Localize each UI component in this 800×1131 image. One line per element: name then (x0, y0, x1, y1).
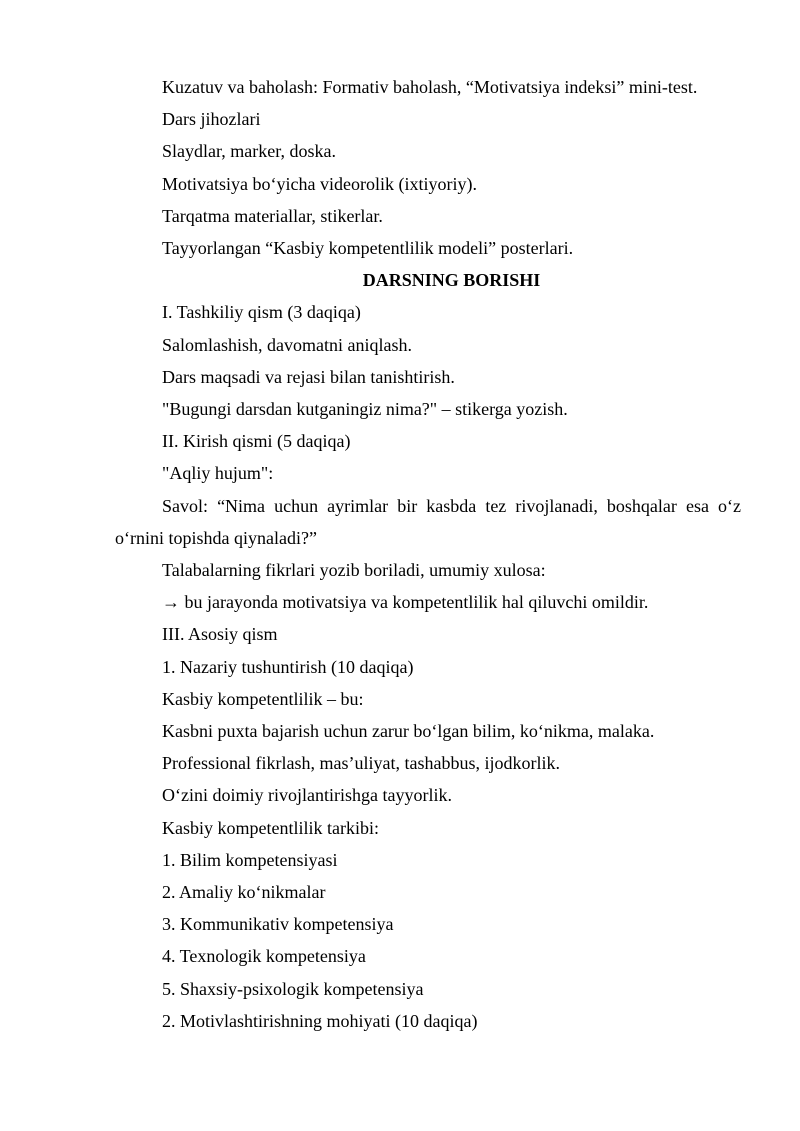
list-item: 5. Shaxsiy-psixologik kompetensiya (162, 978, 424, 999)
equipment-item: Motivatsiya bo‘yicha videorolik (ixtiyoriy). (162, 173, 477, 194)
paragraph: Talabalarning fikrlari yozib boriladi, umumiy xulosa: (162, 560, 546, 581)
paragraph: Salomlashish, davomatni aniqlash. (162, 334, 412, 355)
paragraph: Professional fikrlash, mas’uliyat, tashabbus, ijodkorlik. (162, 753, 560, 774)
paragraph: Kasbiy kompetentlilik – bu: (162, 688, 364, 709)
list-item: 1. Bilim kompetensiyasi (162, 849, 338, 870)
equipment-heading: Dars jihozlari (162, 109, 261, 130)
paragraph: "Aqliy hujum": (162, 463, 274, 484)
assessment-line: Kuzatuv va baholash: Formativ baholash, “Motivatsiya indeksi” mini-test. (162, 77, 698, 97)
list-item: 3. Kommunikativ kompetensiya (162, 914, 394, 935)
paragraph: Kasbiy kompetentlilik tarkibi: (162, 817, 379, 838)
paragraph: O‘zini doimiy rivojlantirishga tayyorlik. (162, 785, 452, 806)
equipment-item: Slaydlar, marker, doska. (162, 141, 337, 162)
list-item: 2. Amaliy ko‘nikmalar (162, 882, 326, 903)
equipment-item: Tayyorlangan “Kasbiy kompetentlilik modeli” posterlari. (162, 238, 574, 259)
list-item: 4. Texnologik kompetensiya (162, 946, 366, 967)
paragraph: "Bugungi darsdan kutganingiz nima?" – stikerga yozish. (162, 399, 568, 420)
document-body (115, 71, 741, 1037)
question-paragraph: Savol: “Nima uchun ayrimlar bir kasbda tez rivojlanadi, boshqalar esa o‘z o‘rnini topishda qiynaladi?” (115, 495, 741, 548)
stage-title: II. Kirish qismi (5 daqiqa) (162, 431, 351, 452)
subsection-title: 1. Nazariy tushuntirish (10 daqiqa) (162, 656, 414, 677)
section-heading: DARSNING BORISHI (362, 270, 541, 291)
subsection-title: 2. Motivlashtirishning mohiyati (10 daqiqa) (162, 1010, 478, 1031)
conclusion-line: → bu jarayonda motivatsiya va kompetentlilik hal qiluvchi omildir. (162, 592, 649, 613)
paragraph: Dars maqsadi va rejasi bilan tanishtirish. (162, 366, 455, 387)
stage-title: I. Tashkiliy qism (3 daqiqa) (162, 302, 361, 323)
paragraph: Kasbni puxta bajarish uchun zarur bo‘lgan bilim, ko‘nikma, malaka. (162, 721, 655, 742)
stage-title: III. Asosiy qism (162, 624, 278, 645)
equipment-item: Tarqatma materiallar, stikerlar. (162, 205, 383, 226)
